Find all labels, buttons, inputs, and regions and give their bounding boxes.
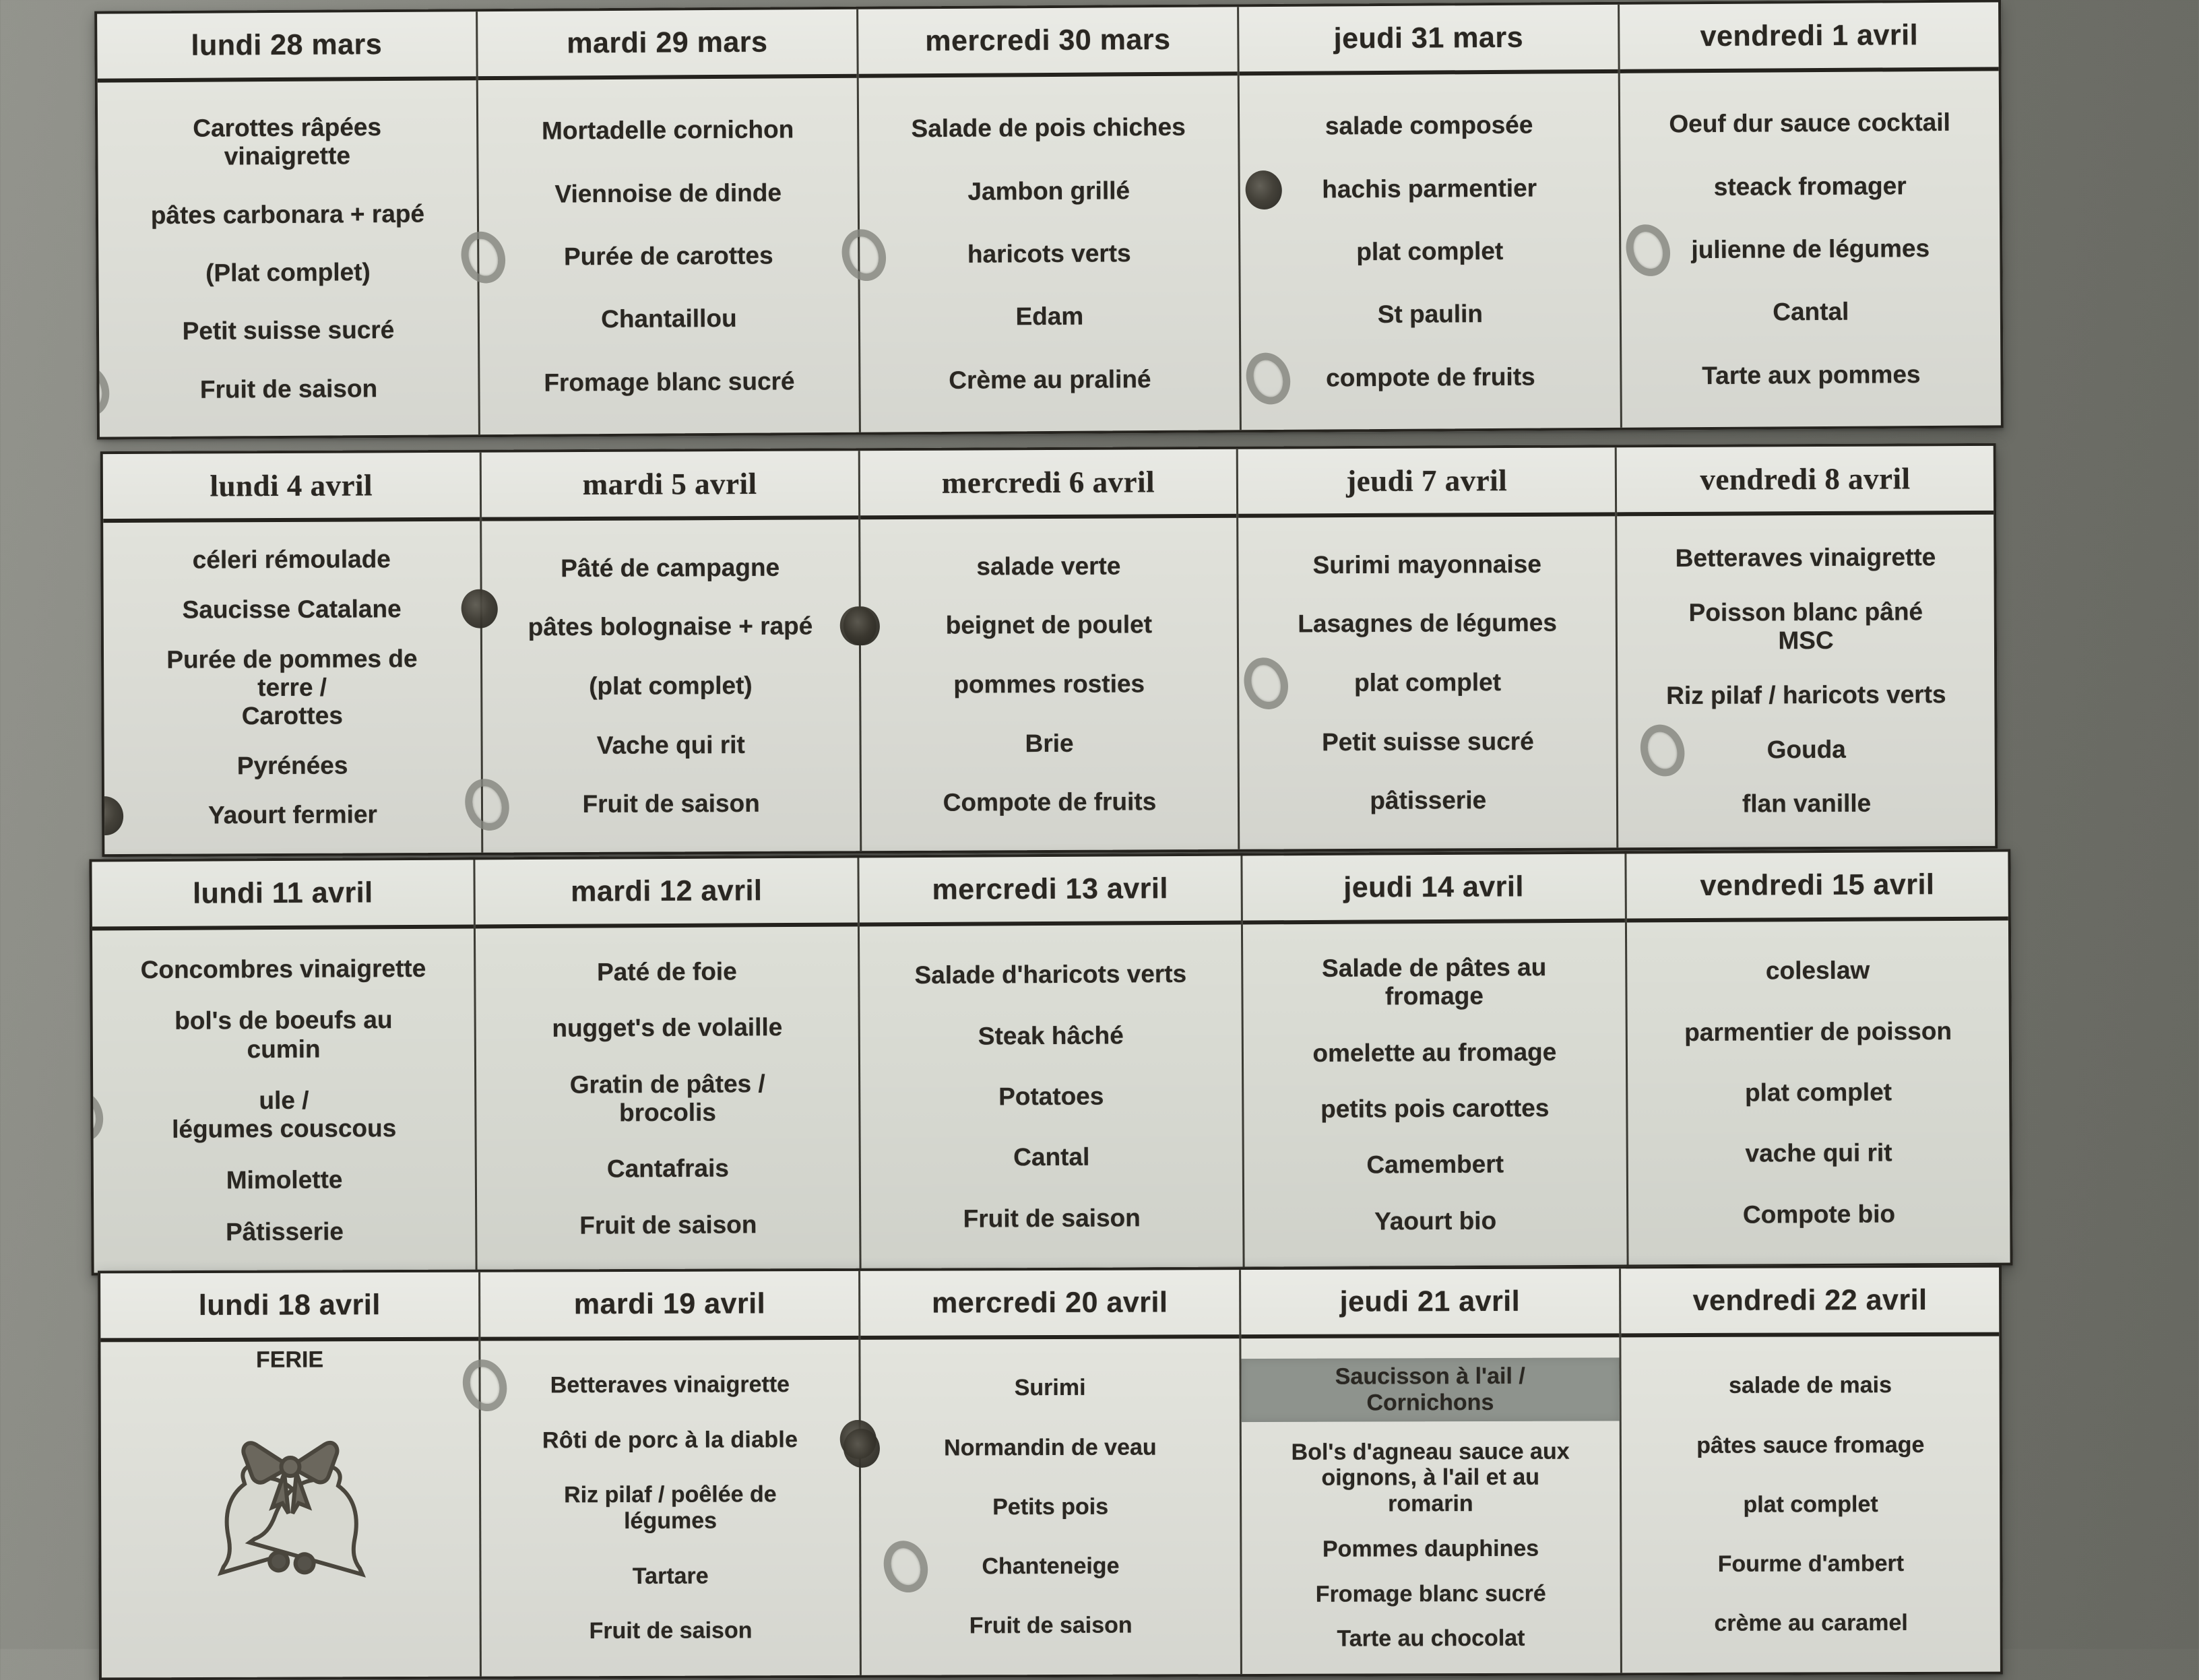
menu-item-text: pommes rosties: [953, 670, 1145, 699]
menu-item: [1249, 1036, 1620, 1069]
quality-ring-stamp-icon: [1620, 218, 1677, 282]
day-header: [858, 7, 1238, 77]
menu-item-text: Fruit de saison: [579, 1210, 757, 1239]
menu-item-text: Camembert: [1366, 1150, 1504, 1179]
day-menu-items: [481, 1340, 860, 1677]
menu-item: [1246, 235, 1614, 269]
menu-item: [487, 552, 853, 585]
menu-item-text: plat complet: [1353, 668, 1502, 697]
day-header: [1626, 852, 2008, 923]
menu-item-text: vache qui rit: [1745, 1138, 1892, 1167]
menu-item: [488, 670, 854, 703]
menu-item-text: Fourme d'ambert: [1717, 1550, 1905, 1577]
day-column: [856, 7, 1240, 432]
menu-item-text: Fruit de saison: [199, 374, 378, 403]
menu-item: [484, 176, 852, 210]
menu-item: [1245, 725, 1611, 758]
menu-item-text: Fruit de saison: [969, 1612, 1133, 1639]
menu-item: [1244, 608, 1610, 641]
menu-item-text: Jambon grillé: [967, 176, 1130, 205]
day-header-label: vendredi 22 avril: [1692, 1283, 1927, 1317]
day-menu-items: [1617, 515, 1995, 847]
menu-item: [866, 786, 1232, 819]
menu-item: [106, 1345, 473, 1375]
menu-item: [865, 959, 1236, 992]
day-column: [97, 11, 478, 437]
menu-item: [865, 237, 1233, 271]
menu-item-text: ule / légumes couscous: [172, 1086, 397, 1143]
menu-item: [1632, 1015, 2004, 1048]
menu-item: [1246, 1437, 1614, 1519]
menu-item: [867, 1492, 1234, 1522]
menu-item-text: Tartare: [632, 1563, 709, 1589]
menu-item: [488, 788, 854, 821]
menu-item-text: salade de mais: [1728, 1372, 1892, 1399]
day-menu-items: [1243, 923, 1626, 1267]
day-header-label: jeudi 21 avril: [1339, 1285, 1521, 1318]
menu-item-text: Bol's d'agneau sauce aux oignons, à l'ail et au romarin: [1291, 1438, 1570, 1517]
menu-item: [1633, 1137, 2004, 1170]
day-column: [100, 1272, 480, 1678]
menu-item: [485, 302, 853, 336]
quality-ring-stamp-icon: [94, 358, 116, 422]
menu-item-text: Pâtisserie: [225, 1217, 344, 1246]
day-header-label: jeudi 7 avril: [1346, 463, 1508, 498]
menu-item-text: Riz pilaf / poêlée de légumes: [564, 1481, 777, 1534]
day-column: [474, 858, 860, 1271]
menu-item-text: Potatoes: [998, 1082, 1104, 1111]
menu-item-text: Normandin de veau: [944, 1434, 1157, 1460]
menu-item-text: Purée de pommes de terre / Carottes: [166, 644, 418, 730]
day-header-label: lundi 28 mars: [191, 28, 383, 62]
menu-item-text: Petits pois: [992, 1493, 1109, 1520]
menu-item: [99, 1164, 470, 1197]
menu-item-text: nugget's de volaille: [552, 1013, 783, 1043]
day-header: [1238, 447, 1615, 517]
menu-item: [1624, 734, 1989, 767]
day-header-label: jeudi 31 mars: [1333, 21, 1524, 55]
menu-item: [1241, 1357, 1619, 1421]
day-column: [1237, 5, 1620, 430]
day-column: [1241, 854, 1627, 1267]
menu-item: [866, 1374, 1234, 1403]
day-menu-items: [1241, 1337, 1620, 1674]
menu-item-text: Fruit de saison: [589, 1617, 753, 1644]
menu-item: [1250, 1149, 1621, 1182]
day-header-label: mardi 12 avril: [571, 874, 763, 908]
menu-item-text: Pyrénées: [236, 751, 348, 779]
menu-item: [867, 1551, 1234, 1581]
menu-item-text: Lasagnes de légumes: [1298, 608, 1557, 638]
menu-item: [99, 1215, 470, 1248]
menu-item: [1633, 1076, 2004, 1109]
day-header: [100, 1272, 479, 1343]
menu-item-text: plat complet: [1745, 1078, 1892, 1107]
day-header-label: mardi 19 avril: [573, 1287, 766, 1320]
menu-item-text: Fruit de saison: [963, 1203, 1141, 1233]
menu-item: [1246, 172, 1614, 205]
menu-item-text: Tarte au chocolat: [1337, 1625, 1525, 1652]
day-menu-items: [98, 80, 478, 437]
menu-item: [866, 363, 1234, 397]
menu-item-text: Crème au praliné: [949, 364, 1151, 394]
day-menu-items: [1621, 1336, 2000, 1673]
menu-item: [488, 729, 854, 762]
menu-item: [1246, 361, 1614, 395]
menu-item: [1626, 107, 1994, 141]
day-column: [476, 9, 859, 434]
day-menu-items: [100, 1341, 480, 1678]
menu-item-text: Yaourt fermier: [208, 800, 377, 829]
day-header-label: jeudi 14 avril: [1343, 870, 1524, 904]
day-header-label: mercredi 30 mars: [925, 23, 1171, 57]
day-column: [1239, 1268, 1620, 1674]
menu-item-text: Pâté de campagne: [561, 553, 780, 582]
menu-item-text: compote de fruits: [1326, 362, 1535, 392]
menu-item-text: steack fromager: [1713, 171, 1907, 201]
menu-item-text: Gratin de pâtes / brocolis: [569, 1070, 765, 1127]
menu-item: [1247, 1534, 1614, 1563]
menu-item-text: Vache qui rit: [596, 730, 745, 759]
menu-item: [486, 1425, 854, 1454]
day-menu-items: [103, 521, 481, 854]
menu-item: [866, 1141, 1237, 1174]
menu-item-text: FERIE: [255, 1347, 324, 1373]
week-grid: [103, 446, 1996, 854]
menu-item-text: Cantal: [1773, 298, 1849, 326]
menu-item-text: Fruit de saison: [582, 789, 760, 818]
day-column: [478, 1271, 860, 1677]
menu-item-text: Salade d'haricots verts: [914, 960, 1187, 990]
day-header-label: lundi 4 avril: [210, 468, 373, 503]
day-menu-items: [1239, 516, 1617, 849]
quality-ring-stamp-icon: [877, 1535, 934, 1598]
menu-item-text: Gouda: [1766, 735, 1846, 763]
day-header: [1239, 5, 1618, 75]
menu-item: [1632, 955, 2004, 988]
menu-item: [1623, 596, 1989, 657]
menu-item: [1249, 1093, 1620, 1126]
menu-item: [1245, 109, 1613, 143]
menu-item: [1248, 952, 1620, 1013]
menu-item-text: Salade de pois chiches: [911, 112, 1186, 143]
menu-item: [104, 198, 472, 232]
menu-item-text: Petit suisse sucré: [182, 316, 395, 346]
menu-item-text: Mortadelle cornichon: [541, 115, 794, 145]
day-menu-items: [1240, 73, 1620, 430]
day-header: [1243, 854, 1625, 925]
menu-item-text: Purée de carottes: [563, 241, 773, 271]
menu-item: [865, 174, 1233, 208]
menu-item: [482, 1153, 854, 1186]
day-header: [103, 453, 480, 523]
menu-item: [1634, 1198, 2005, 1231]
menu-item: [1245, 666, 1611, 699]
menu-item-text: coleslaw: [1765, 956, 1870, 985]
menu-item-text: Yaourt bio: [1374, 1206, 1497, 1235]
menu-item: [109, 593, 475, 626]
menu-item: [1627, 1608, 1994, 1638]
menu-item: [866, 550, 1232, 583]
menu-item-text: Petit suisse sucré: [1321, 727, 1534, 756]
menu-item: [866, 609, 1232, 642]
quality-ring-stamp-icon: [89, 1085, 110, 1148]
menu-item: [1626, 1371, 1994, 1400]
menu-item: [482, 1068, 853, 1129]
menu-item: [109, 643, 475, 732]
menu-item-text: haricots verts: [967, 239, 1131, 268]
menu-week-strip: [98, 1265, 2003, 1680]
menu-item-text: Paté de foie: [596, 957, 737, 986]
menu-item: [483, 1208, 854, 1241]
day-menu-items: [478, 78, 859, 434]
day-menu-items: [476, 927, 859, 1271]
week-grid: [92, 852, 2010, 1273]
menu-item-text: Brie: [1025, 729, 1074, 757]
day-column: [480, 451, 860, 852]
menu-item: [487, 1616, 854, 1646]
quality-ring-stamp-icon: [1240, 347, 1297, 410]
menu-item-text: salade composée: [1325, 110, 1533, 140]
menu-item-text: Oeuf dur sauce cocktail: [1669, 108, 1950, 138]
menu-item-text: Carottes râpées vinaigrette: [193, 113, 382, 170]
menu-item-text: Viennoise de dinde: [554, 178, 782, 208]
day-header: [476, 858, 858, 929]
menu-item: [103, 111, 472, 173]
day-header: [1620, 2, 1999, 73]
menu-item: [110, 749, 476, 782]
menu-item-text: Concombres vinaigrette: [140, 954, 426, 984]
menu-item-text: plat complet: [1743, 1491, 1878, 1518]
menu-item-text: Salade de pâtes au fromage: [1322, 953, 1547, 1010]
quality-ring-stamp-icon: [1238, 652, 1295, 715]
day-header-label: mercredi 6 avril: [941, 465, 1155, 500]
menu-item-text: flan vanille: [1742, 789, 1872, 818]
day-menu-items: [861, 1338, 1240, 1675]
day-header: [860, 449, 1236, 519]
day-header: [482, 451, 858, 521]
menu-item: [865, 1019, 1236, 1052]
day-column: [1618, 2, 2001, 427]
day-header-label: mercredi 20 avril: [931, 1285, 1168, 1320]
menu-item: [98, 953, 469, 986]
quality-ring-stamp-icon: [1634, 719, 1691, 782]
menu-item: [110, 799, 476, 832]
menu-item: [1623, 679, 1989, 712]
menu-item: [482, 1012, 853, 1045]
menu-item-text: Saucisson à l'ail / Cornichons: [1335, 1363, 1525, 1416]
menu-item-text: Betteraves vinaigrette: [550, 1371, 790, 1398]
day-column: [1624, 852, 2010, 1265]
day-column: [92, 860, 476, 1272]
menu-item-text: Cantal: [1013, 1142, 1090, 1171]
day-header: [860, 1270, 1239, 1340]
day-column: [1619, 1268, 2000, 1673]
day-header-label: vendredi 8 avril: [1700, 461, 1911, 496]
menu-item-text: Chantaillou: [601, 304, 737, 333]
day-header-label: mardi 29 mars: [567, 26, 768, 59]
menu-item-text: Pommes dauphines: [1322, 1535, 1539, 1562]
day-menu-items: [859, 75, 1240, 432]
menu-item: [1627, 296, 1995, 329]
menu-item-text: hachis parmentier: [1322, 174, 1537, 203]
menu-item: [98, 1084, 470, 1145]
menu-item-text: Steak hâché: [978, 1021, 1124, 1050]
day-header-label: vendredi 15 avril: [1700, 868, 1935, 902]
menu-item: [104, 256, 472, 290]
menu-item-text: Chanteneige: [982, 1553, 1120, 1580]
menu-item-text: parmentier de poisson: [1684, 1016, 1952, 1046]
menu-item-text: Surimi: [1014, 1375, 1086, 1401]
holiday-bells-icon: [106, 1374, 475, 1673]
menu-item: [488, 610, 854, 643]
menu-item-text: pâtes bolognaise + rapé: [528, 612, 813, 641]
day-menu-items: [1620, 71, 2001, 427]
menu-item: [866, 1202, 1238, 1235]
menu-item: [866, 1433, 1234, 1462]
week-grid: [100, 1268, 2000, 1678]
menu-item-text: Edam: [1015, 302, 1084, 331]
day-header: [478, 9, 857, 80]
day-menu-items: [92, 928, 476, 1272]
menu-item-text: salade verte: [976, 552, 1121, 580]
menu-item-text: pâtes sauce fromage: [1696, 1431, 1925, 1458]
menu-item: [482, 956, 853, 989]
menu-item-text: (Plat complet): [205, 258, 371, 287]
menu-item: [1627, 1549, 1994, 1578]
day-header: [480, 1271, 859, 1341]
menu-item: [484, 240, 852, 273]
menu-item-text: Compote bio: [1742, 1200, 1896, 1229]
menu-item: [1247, 1579, 1614, 1609]
menu-item: [485, 365, 853, 399]
dark-round-stamp-icon: [1242, 167, 1285, 212]
menu-item: [866, 1080, 1237, 1113]
day-header: [859, 856, 1241, 927]
menu-item: [1247, 1624, 1614, 1654]
menu-item: [864, 112, 1232, 146]
menu-item-text: Betteraves vinaigrette: [1675, 543, 1936, 573]
menu-item-text: bol's de boeufs au cumin: [174, 1006, 393, 1063]
menu-week-strip: [100, 443, 1998, 857]
day-header-label: lundi 18 avril: [198, 1288, 381, 1322]
menu-item-text: Tarte aux pommes: [1702, 360, 1921, 389]
day-header-label: vendredi 1 avril: [1700, 18, 1919, 53]
day-header-label: mercredi 13 avril: [932, 872, 1168, 906]
menu-item-text: omelette au fromage: [1312, 1037, 1557, 1067]
day-column: [1236, 447, 1616, 849]
day-header: [92, 860, 474, 930]
menu-item: [486, 1480, 854, 1536]
day-header: [97, 11, 476, 82]
menu-item: [1244, 548, 1610, 581]
menu-item: [1624, 787, 1989, 820]
menu-item-text: crème au caramel: [1714, 1609, 1908, 1636]
week-grid: [97, 2, 2001, 437]
menu-item-text: Surimi mayonnaise: [1312, 550, 1541, 579]
menu-item: [867, 1611, 1234, 1640]
menu-item-text: Mimolette: [226, 1165, 343, 1194]
menu-item-text: petits pois carottes: [1320, 1094, 1550, 1123]
menu-item: [1627, 358, 1995, 392]
dark-round-stamp-icon: [100, 794, 127, 839]
menu-item: [1250, 1204, 1621, 1237]
menu-item: [1246, 298, 1614, 331]
menu-week-strip: [94, 0, 2004, 440]
day-header-label: lundi 11 avril: [192, 876, 373, 910]
day-menu-items: [860, 925, 1243, 1269]
menu-item: [1623, 542, 1989, 575]
menu-item-text: Compote de fruits: [943, 787, 1157, 816]
menu-item: [486, 1370, 854, 1400]
menu-item-text: plat complet: [1356, 236, 1504, 266]
menu-item-text: pâtes carbonara + rapé: [150, 199, 425, 229]
menu-item: [1626, 170, 1994, 203]
menu-item: [484, 114, 852, 148]
menu-item-text: Rôti de porc à la diable: [542, 1426, 798, 1453]
menu-item-text: Cantafrais: [606, 1154, 730, 1183]
menu-item: [487, 1561, 854, 1591]
menu-week-strip: [89, 849, 2012, 1276]
menu-item-text: (plat complet): [589, 671, 753, 700]
day-header: [1241, 1268, 1620, 1338]
menu-item-text: Poisson blanc pâné MSC: [1688, 597, 1923, 655]
day-column: [858, 449, 1238, 851]
day-menu-items: [1627, 921, 2010, 1265]
menu-item: [866, 668, 1232, 701]
menu-item-text: céleri rémoulade: [192, 545, 391, 574]
menu-item: [1627, 1489, 1994, 1519]
menu-item-text: Riz pilaf / haricots verts: [1666, 680, 1946, 709]
menu-item: [866, 727, 1232, 760]
menu-item: [1626, 232, 1994, 266]
menu-item-text: Fromage blanc sucré: [1315, 1580, 1546, 1607]
day-column: [103, 453, 481, 854]
day-header-label: mardi 5 avril: [582, 466, 757, 502]
menu-item-text: pâtisserie: [1370, 786, 1487, 815]
day-header: [1617, 446, 1994, 516]
day-column: [1615, 446, 1995, 847]
menu-item-text: Saucisse Catalane: [182, 595, 402, 624]
menu-item: [98, 1004, 470, 1066]
menu-item-text: beignet de poulet: [945, 610, 1153, 639]
day-menu-items: [482, 519, 860, 852]
menu-item-text: Fromage blanc sucré: [544, 366, 795, 397]
day-column: [858, 1270, 1240, 1675]
menu-item: [1627, 1430, 1994, 1460]
menu-item: [104, 373, 472, 406]
menu-item-text: julienne de légumes: [1691, 234, 1930, 264]
menu-item: [1245, 785, 1611, 818]
menu-item: [104, 315, 472, 348]
menu-item: [866, 300, 1234, 334]
menu-item-text: St paulin: [1377, 300, 1484, 329]
menu-item: [108, 544, 474, 577]
day-menu-items: [860, 518, 1238, 851]
day-header: [1621, 1268, 2000, 1338]
day-column: [857, 856, 1243, 1269]
